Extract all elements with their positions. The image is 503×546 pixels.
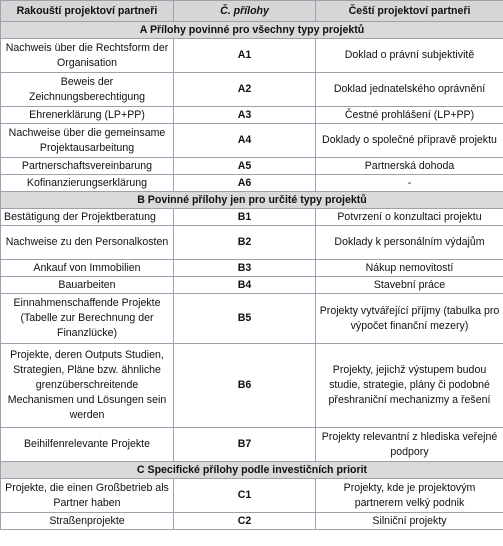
attachment-code: B5 (174, 294, 316, 344)
austrian-cell: Bauarbeiten (1, 277, 174, 294)
table-row (1, 124, 503, 158)
czech-cell: Čestné prohlášení (LP+PP) (316, 107, 503, 124)
austrian-cell: Nachweise zu den Personalkosten (1, 226, 174, 260)
table-row (1, 226, 503, 260)
table-row (1, 209, 503, 226)
table-row (1, 344, 503, 428)
austrian-cell: Beihilfenrelevante Projekte (1, 428, 174, 462)
czech-cell: Potvrzení o konzultaci projektu (316, 209, 503, 226)
attachment-code: B3 (174, 260, 316, 277)
austrian-cell: Projekte, deren Outputs Studien, Strategien, Pläne bzw. ähnliche grenzüberschreitende Mechanismen und Lösungen sein werden (1, 344, 174, 428)
table-row (1, 107, 503, 124)
header-attachment-number: Č. přílohy (174, 1, 316, 22)
attachment-code: A6 (174, 175, 316, 192)
section-b-row (1, 192, 503, 209)
section-c-title: C Specifické přílohy podle investičních priorit (1, 462, 503, 479)
attachment-code: A2 (174, 73, 316, 107)
table-row (1, 428, 503, 462)
table-row (1, 277, 503, 294)
attachment-code: A5 (174, 158, 316, 175)
austrian-cell: Ehrenerklärung (LP+PP) (1, 107, 174, 124)
table-row (1, 39, 503, 73)
austrian-cell: Bestätigung der Projektberatung (1, 209, 174, 226)
attachment-code: C2 (174, 513, 316, 530)
table-row (1, 513, 503, 530)
czech-cell: Nákup nemovitostí (316, 260, 503, 277)
austrian-cell: Nachweise über die gemeinsame Projektausarbeitung (1, 124, 174, 158)
czech-cell: Partnerská dohoda (316, 158, 503, 175)
austrian-cell: Projekte, die einen Großbetrieb als Partner haben (1, 479, 174, 513)
table-row (1, 260, 503, 277)
header-austrian-partners: Rakouští projektoví partneři (1, 1, 174, 22)
czech-cell: Projekty, kde je projektovým partnerem velký podnik (316, 479, 503, 513)
attachment-code: B6 (174, 344, 316, 428)
attachment-code: A3 (174, 107, 316, 124)
table-row (1, 479, 503, 513)
austrian-cell: Ankauf von Immobilien (1, 260, 174, 277)
czech-cell: Doklad o právní subjektivitě (316, 39, 503, 73)
czech-cell: Stavební práce (316, 277, 503, 294)
header-row (1, 1, 503, 22)
czech-cell: Projekty, jejichž výstupem budou studie, strategie, plány či podobné přeshraniční mechanizmy a řešení (316, 344, 503, 428)
czech-cell: Doklady k personálním výdajům (316, 226, 503, 260)
attachment-code: B4 (174, 277, 316, 294)
table-row (1, 175, 503, 192)
czech-cell: - (316, 175, 503, 192)
section-a-row (1, 22, 503, 39)
czech-cell: Doklady o společné přípravě projektu (316, 124, 503, 158)
austrian-cell: Einnahmenschaffende Projekte (Tabelle zur Berechnung der Finanzlücke) (1, 294, 174, 344)
table-row (1, 73, 503, 107)
austrian-cell: Nachweis über die Rechtsform der Organisation (1, 39, 174, 73)
czech-cell: Doklad jednatelského oprávnění (316, 73, 503, 107)
attachment-code: C1 (174, 479, 316, 513)
section-c-row (1, 462, 503, 479)
czech-cell: Projekty relevantní z hlediska veřejné podpory (316, 428, 503, 462)
table-row (1, 158, 503, 175)
section-b-title: B Povinné přílohy jen pro určité typy projektů (1, 192, 503, 209)
attachment-code: B1 (174, 209, 316, 226)
attachment-code: B7 (174, 428, 316, 462)
czech-cell: Silniční projekty (316, 513, 503, 530)
table-row (1, 294, 503, 344)
austrian-cell: Beweis der Zeichnungsberechtigung (1, 73, 174, 107)
austrian-cell: Kofinanzierungserklärung (1, 175, 174, 192)
austrian-cell: Partnerschaftsvereinbarung (1, 158, 174, 175)
attachment-code: B2 (174, 226, 316, 260)
austrian-cell: Straßenprojekte (1, 513, 174, 530)
czech-cell: Projekty vytvářející příjmy (tabulka pro výpočet finanční mezery) (316, 294, 503, 344)
header-czech-partners: Čeští projektoví partneři (316, 1, 503, 22)
attachment-code: A1 (174, 39, 316, 73)
attachment-code: A4 (174, 124, 316, 158)
section-a-title: A Přílohy povinné pro všechny typy projektů (1, 22, 503, 39)
